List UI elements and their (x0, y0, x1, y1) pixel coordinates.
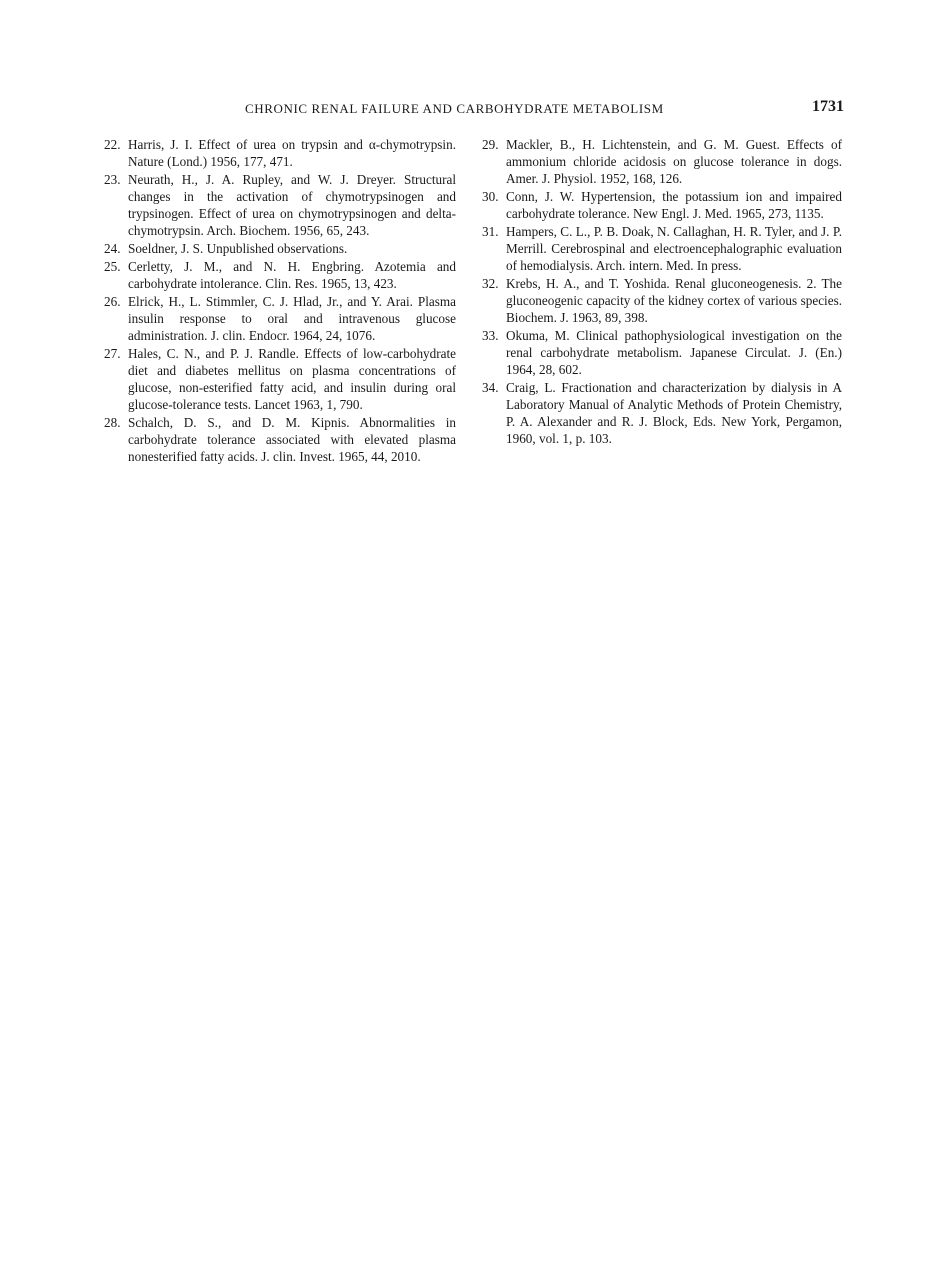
reference-item (482, 188, 842, 222)
reference-number: 24. (104, 241, 121, 256)
reference-number: 26. (104, 294, 121, 309)
reference-item (482, 223, 842, 274)
reference-text: Okuma, M. Clinical pathophysiological investigation on the renal carbohydrate metabolism. Japanese Circulat. J. (En.) 1964, 28, 602. (506, 328, 842, 377)
reference-number: 25. (104, 259, 121, 274)
reference-item (482, 275, 842, 326)
references-left-column (104, 136, 456, 466)
reference-number: 33. (482, 328, 499, 343)
reference-number: 29. (482, 137, 499, 152)
reference-number: 22. (104, 137, 121, 152)
reference-text: Mackler, B., H. Lichtenstein, and G. M. Guest. Effects of ammonium chloride acidosis on glucose tolerance in dogs. Amer. J. Physiol. 1952, 168, 126. (506, 137, 842, 186)
reference-text: Elrick, H., L. Stimmler, C. J. Hlad, Jr., and Y. Arai. Plasma insulin response to oral and intravenous glucose administration. J. clin. Endocr. 1964, 24, 1076. (128, 294, 456, 343)
reference-item (104, 240, 456, 257)
reference-item (482, 379, 842, 447)
reference-item (104, 171, 456, 239)
reference-number: 32. (482, 276, 499, 291)
reference-item (104, 258, 456, 292)
reference-number: 31. (482, 224, 499, 239)
reference-item (104, 414, 456, 465)
reference-text: Neurath, H., J. A. Rupley, and W. J. Dreyer. Structural changes in the activation of chymotrypsinogen and trypsinogen. Effect of urea on chymotrypsinogen and delta-chymotrypsin. Arch. Biochem. 1956, 65, 243. (128, 172, 456, 238)
reference-number: 28. (104, 415, 121, 430)
reference-number: 27. (104, 346, 121, 361)
reference-text: Hampers, C. L., P. B. Doak, N. Callaghan, H. R. Tyler, and J. P. Merrill. Cerebrospinal and electroencephalographic evaluation of hemodialysis. Arch. intern. Med. In press. (506, 224, 842, 273)
page-number: 1731 (812, 98, 844, 115)
reference-text: Harris, J. I. Effect of urea on trypsin and α-chymotrypsin. Nature (Lond.) 1956, 177, 471. (128, 137, 456, 169)
reference-text: Craig, L. Fractionation and characterization by dialysis in A Laboratory Manual of Analytic Methods of Protein Chemistry, P. A. Alexander and R. J. Block, Eds. New York, Pergamon, 1960, vol. 1, p. 103. (506, 380, 842, 446)
reference-number: 23. (104, 172, 121, 187)
reference-item (482, 136, 842, 187)
reference-text: Cerletty, J. M., and N. H. Engbring. Azotemia and carbohydrate intolerance. Clin. Res. 1965, 13, 423. (128, 259, 456, 291)
reference-text: Krebs, H. A., and T. Yoshida. Renal gluconeogenesis. 2. The gluconeogenic capacity of the kidney cortex of various species. Biochem. J. 1963, 89, 398. (506, 276, 842, 325)
references-right-column (482, 136, 842, 448)
reference-item (104, 136, 456, 170)
reference-item (482, 327, 842, 378)
reference-text: Soeldner, J. S. Unpublished observations. (128, 241, 348, 256)
reference-text: Conn, J. W. Hypertension, the potassium ion and impaired carbohydrate tolerance. New Engl. J. Med. 1965, 273, 1135. (506, 189, 842, 221)
reference-text: Hales, C. N., and P. J. Randle. Effects of low-carbohydrate diet and diabetes mellitus on plasma concentrations of glucose, non-esterified fatty acid, and insulin during oral glucose-tolerance tests. Lancet 1963, 1, 790. (128, 346, 456, 412)
reference-item (104, 293, 456, 344)
reference-number: 34. (482, 380, 499, 395)
reference-text: Schalch, D. S., and D. M. Kipnis. Abnormalities in carbohydrate tolerance associated with elevated plasma nonesterified fatty acids. J. clin. Invest. 1965, 44, 2010. (128, 415, 456, 464)
running-header-title: CHRONIC RENAL FAILURE AND CARBOHYDRATE METABOLISM (245, 101, 664, 116)
reference-number: 30. (482, 189, 499, 204)
reference-item (104, 345, 456, 413)
